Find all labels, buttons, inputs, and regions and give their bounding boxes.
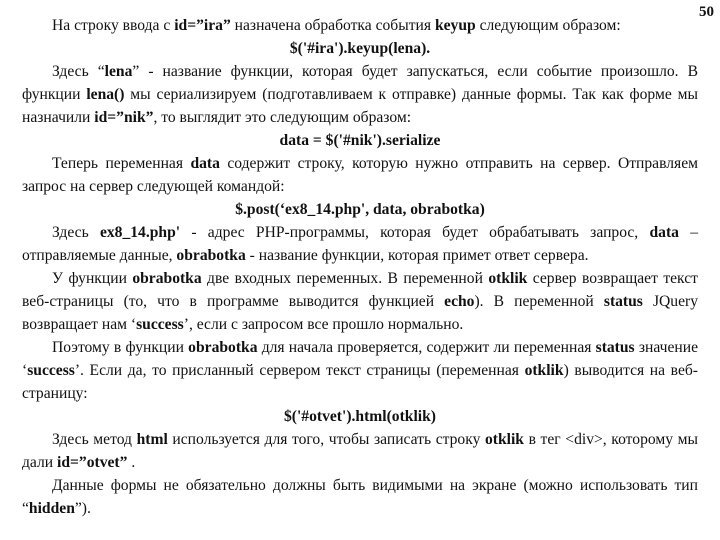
bold-term: data	[649, 224, 679, 241]
bold-term: hidden	[28, 500, 75, 517]
text-run: ’, если с запросом все прошло нормально.	[183, 316, 464, 333]
text-run: содержит строку, которую нужно отправить на сервер. Отправляем запрос на сервер следующей командой:	[22, 155, 698, 195]
bold-term: obrabotka	[188, 339, 258, 356]
bold-term: status	[595, 339, 635, 356]
text-run: Здесь “	[52, 63, 105, 80]
bold-term: data	[190, 155, 220, 172]
bold-term: keyup	[434, 17, 476, 34]
text-run: для начала проверяется, содержит ли переменная	[257, 339, 596, 356]
text-run: ’. Если да, то присланный сервером текст страницы (переменная	[74, 362, 525, 379]
text-run: Теперь переменная	[52, 155, 191, 172]
paragraph	[22, 474, 698, 520]
bold-term: otklik	[524, 362, 564, 379]
text-run: - адрес PHP-программы, которая будет обрабатывать запрос,	[180, 224, 650, 241]
bold-term: status	[603, 293, 643, 310]
bold-term: otklik	[488, 270, 528, 287]
text-run: Поэтому в функции	[52, 339, 189, 356]
bold-term: obrabotka	[176, 247, 246, 264]
text-run: ) выводится на веб-страницу:	[22, 362, 698, 402]
text-run: - название функции, которая примет ответ сервера.	[245, 247, 589, 264]
text-run: – отправляемые данные,	[22, 224, 698, 264]
text-run: две входных переменных. В переменной	[201, 270, 489, 287]
bold-term: lena	[104, 63, 133, 80]
bold-term: html	[136, 431, 168, 448]
text-run: ”).	[74, 500, 91, 517]
bold-term: otklik	[484, 431, 524, 448]
text-run: в тег <div>, которому мы дали	[22, 431, 698, 471]
code-line: $.post(‘ex8_14.php', data, obrabotka)	[235, 201, 485, 218]
code-line: $('#otvet').html(otklik)	[283, 408, 437, 425]
code-line: $('#ira').keyup(lena).	[289, 40, 431, 57]
bold-term: lena()	[86, 86, 125, 103]
text-run: назначена обработка события	[230, 17, 435, 34]
paragraph	[22, 60, 698, 129]
text-run: значение ‘	[22, 339, 699, 379]
page-number: 50	[699, 4, 714, 20]
paragraph	[22, 14, 698, 37]
text-run: JQuery возвращает нам ‘	[22, 293, 699, 333]
text-run: На строку ввода с	[52, 17, 175, 34]
text-run: Здесь метод	[52, 431, 137, 448]
text-run: ” - название функции, которая будет запускаться, если событие произошло. В функции	[22, 63, 698, 103]
text-run: сервер возвращает текст веб-страницы (то, что в программе выводится функцией	[22, 270, 698, 310]
paragraph	[22, 267, 698, 336]
paragraph	[22, 336, 698, 405]
text-run: Данные формы не обязательно должны быть видимыми на экране (можно использовать тип “	[22, 477, 698, 517]
paragraph	[22, 221, 698, 267]
paragraph	[22, 152, 698, 198]
text-run: ). В переменной	[474, 293, 604, 310]
text-run: У функции	[52, 270, 133, 287]
text-run: Здесь	[52, 224, 100, 241]
bold-term: id=”otvet”	[57, 454, 128, 471]
text-run: используется для того, чтобы записать строку	[167, 431, 485, 448]
bold-term: echo	[444, 293, 475, 310]
bold-term: id=”nik”	[94, 109, 154, 126]
document-body	[22, 14, 698, 520]
text-run: .	[127, 454, 136, 471]
bold-term: success	[27, 362, 75, 379]
bold-term: success	[136, 316, 184, 333]
paragraph	[22, 428, 698, 474]
bold-term: obrabotka	[132, 270, 202, 287]
text-run: следующим образом:	[475, 17, 621, 34]
code-line: data = $('#nik').serialize	[279, 132, 441, 149]
bold-term: ex8_14.php'	[99, 224, 181, 241]
text-run: , то выглядит это следующим образом:	[153, 109, 412, 126]
text-run: мы сериализируем (подготавливаем к отправке) данные формы. Так как форме мы назначили	[22, 86, 698, 126]
bold-term: id=”ira”	[174, 17, 231, 34]
